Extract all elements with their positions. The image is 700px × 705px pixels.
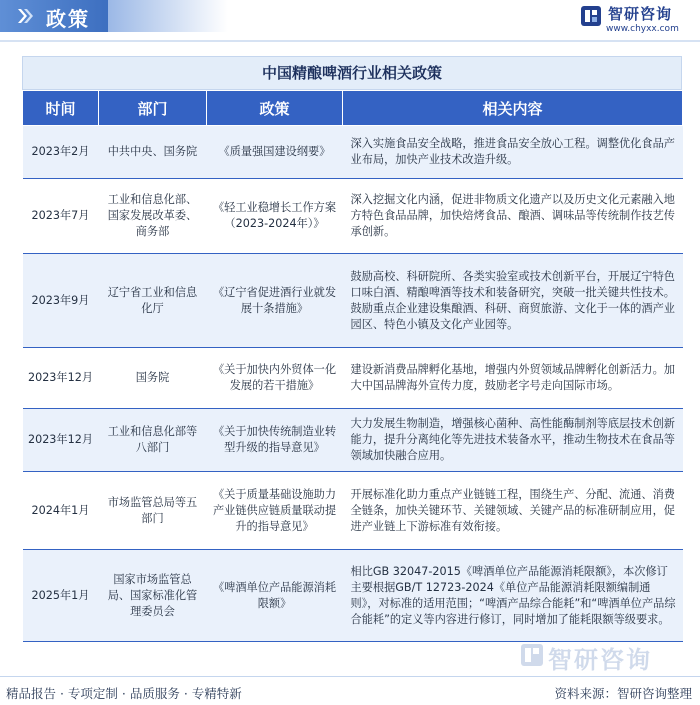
cell-policy: 《关于质量基础设施助力产业链供应链质量联动提升的指导意见》 — [207, 472, 343, 550]
cell-dept: 国家市场监管总局、国家标准化管理委员会 — [99, 550, 207, 642]
cell-content: 建设新消费品牌孵化基地，增强内外贸领域品牌孵化创新活力。加大中国品牌海外宣传力度，鼓励老字号走向国际市场。 — [343, 348, 683, 409]
cell-content: 开展标准化助力重点产业链链工程，围绕生产、分配、流通、消费全链条，加快关键环节、关键领域、关键产品的标准研制应用，促进产业链上下游标准有效衔接。 — [343, 472, 683, 550]
brand-name: 智研咨询 — [608, 5, 673, 23]
cell-dept: 工业和信息化部、国家发展改革委、商务部 — [99, 179, 207, 254]
cell-time: 2023年2月 — [23, 126, 99, 179]
watermark-text: 智研咨询 — [548, 646, 652, 674]
col-header-time: 时间 — [23, 91, 99, 126]
page-header — [0, 0, 700, 36]
col-header-dept: 部门 — [99, 91, 207, 126]
header-divider — [0, 40, 700, 42]
cell-policy: 《轻工业稳增长工作方案（2023-2024年）》 — [207, 179, 343, 254]
col-header-content: 相关内容 — [343, 91, 683, 126]
policy-table — [22, 90, 683, 642]
table-row — [23, 472, 683, 550]
cell-content: 深入实施食品安全战略，推进食品安全放心工程。调整优化食品产业布局，加快产业技术改造升级。 — [343, 126, 683, 179]
brand-url: www.chyxx.com — [606, 24, 679, 34]
cell-dept: 工业和信息化部等八部门 — [99, 409, 207, 472]
double-chevron-icon — [16, 7, 34, 25]
cell-dept: 市场监管总局等五部门 — [99, 472, 207, 550]
table-row — [23, 179, 683, 254]
cell-policy: 《关于加快内外贸体一化发展的若干措施》 — [207, 348, 343, 409]
cell-content: 相比GB 32047-2015《啤酒单位产品能源消耗限额》，本次修订主要根据GB/T 12723-2024《单位产品能源消耗限额编制通则》，对标准的适用范围；“啤酒产品综合能耗”和“啤酒单位产品综合能耗”的定义等内容进行修订，同时增加了能耗限额等级要求。 — [343, 550, 683, 642]
section-title: 政策 — [46, 7, 90, 31]
cell-content: 深入挖掘文化内涵，促进非物质文化遗产以及历史文化元素融入地方特色食品品牌，加快焙烤食品、酿酒、调味品等传统制作技艺传承创新。 — [343, 179, 683, 254]
cell-policy: 《啤酒单位产品能源消耗限额》 — [207, 550, 343, 642]
brand-mark-icon — [580, 5, 602, 27]
table-row — [23, 409, 683, 472]
cell-policy: 《关于加快传统制造业转型升级的指导意见》 — [207, 409, 343, 472]
watermark — [520, 640, 680, 674]
brand-logo — [580, 3, 690, 37]
cell-content: 大力发展生物制造，增强核心菌种、高性能酶制剂等底层技术创新能力，提升分离纯化等先进技术装备水平，推动生物技术在食品等领域加快融合应用。 — [343, 409, 683, 472]
cell-dept: 辽宁省工业和信息化厅 — [99, 254, 207, 348]
cell-time: 2023年9月 — [23, 254, 99, 348]
footer-source: 资料来源：智研咨询整理 — [554, 686, 692, 701]
table-title: 中国精酿啤酒行业相关政策 — [22, 56, 682, 90]
table-row — [23, 348, 683, 409]
footer-slogan: 精品报告 · 专项定制 · 品质服务 · 专精特新 — [6, 686, 242, 701]
cell-time: 2023年12月 — [23, 409, 99, 472]
table-row — [23, 254, 683, 348]
table-row — [23, 126, 683, 179]
cell-time: 2023年12月 — [23, 348, 99, 409]
cell-content: 鼓励高校、科研院所、各类实验室或技术创新平台，开展辽宁特色口味白酒、精酿啤酒等技术和装备研究，突破一批关键共性技术。鼓励重点企业建设集酿酒、科研、商贸旅游、文化于一体的酒产业园区、特色小镇及文化产业园等。 — [343, 254, 683, 348]
policy-table-container — [22, 56, 682, 642]
section-banner — [0, 0, 108, 32]
cell-time: 2023年7月 — [23, 179, 99, 254]
cell-policy: 《辽宁省促进酒行业就发展十条措施》 — [207, 254, 343, 348]
cell-time: 2024年1月 — [23, 472, 99, 550]
page-footer — [0, 676, 700, 705]
table-row — [23, 550, 683, 642]
cell-policy: 《质量强国建设纲要》 — [207, 126, 343, 179]
footer-divider — [0, 676, 700, 677]
col-header-policy: 政策 — [207, 91, 343, 126]
banner-fade — [108, 0, 228, 32]
cell-dept: 国务院 — [99, 348, 207, 409]
table-header-row — [23, 91, 683, 126]
cell-time: 2025年1月 — [23, 550, 99, 642]
cell-dept: 中共中央、国务院 — [99, 126, 207, 179]
watermark-mark-icon — [520, 643, 544, 667]
